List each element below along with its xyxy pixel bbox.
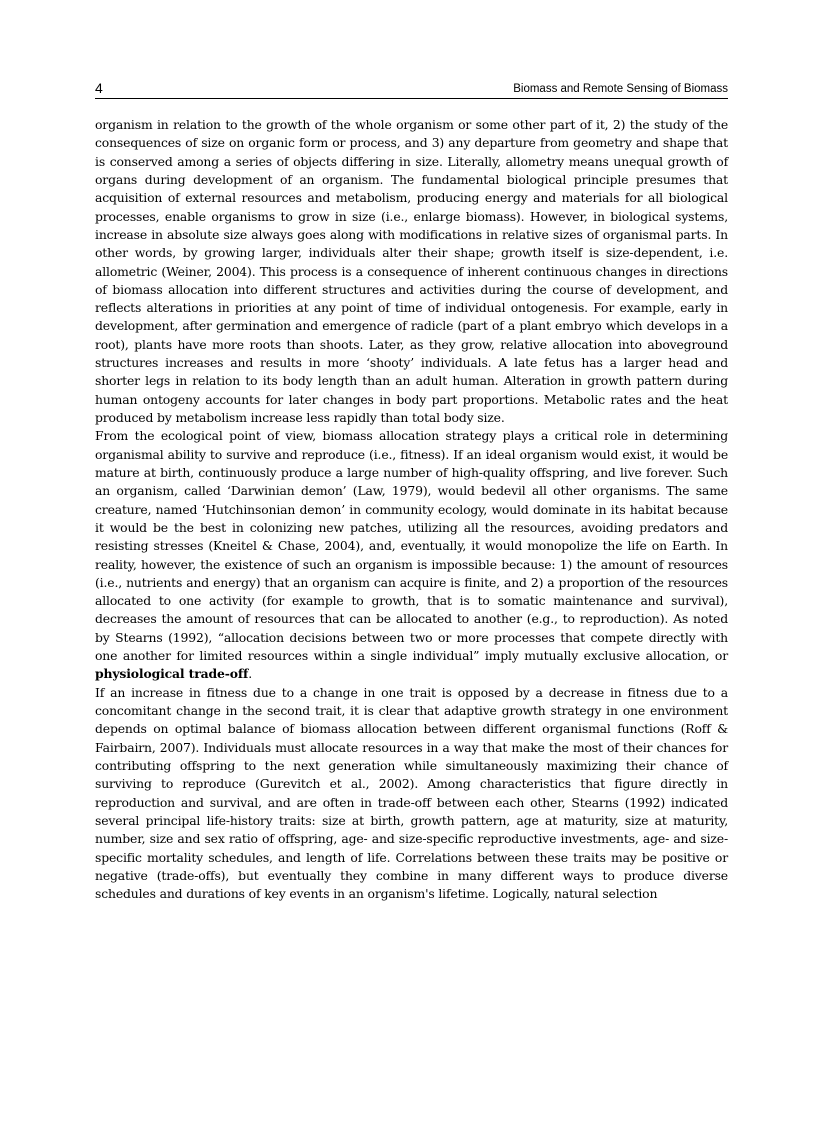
paragraph-3: If an increase in fitness due to a change in one trait is opposed by a decrease in fitness due to a concomitant change in the second trait, it is clear that adaptive growth strategy in one environment depends on optimal balance of biomass allocation between different organismal functions (Roff & Fairbairn, 2007). Individuals must allocate resources in a way that make the most of their chances for contributing offspring to the next generation while simultaneously maximizing their chance of surviving to reproduce (Gurevitch et al., 2002). Among characteristics that figure directly in reproduction and survival, and are often in trade-off between each other, Stearns (1992) indicated several principal life-history traits: size at birth, growth pattern, age at maturity, size at maturity, number, size and sex ratio of offspring, age- and size-specific reproductive investments, age- and size-specific mortality schedules, and length of life. Correlations between these traits may be positive or negative (trade-offs), but eventually they combine in many different ways to produce diverse schedules and durations of key events in an organism's lifetime. Logically, natural selection	[95, 684, 728, 902]
paragraph-2	[95, 427, 728, 683]
page-number: 4	[95, 80, 103, 96]
paragraph-1: organism in relation to the growth of the whole organism or some other part of it, 2) the study of the consequences of size on organic form or process, and 3) any departure from geometry and shape that is conserved among a series of objects differing in size. Literally, allometry means unequal growth of organs during development of an organism. The fundamental biological principle presumes that acquisition of external resources and metabolism, producing energy and materials for all biological processes, enable organisms to grow in size (i.e., enlarge biomass). However, in biological systems, increase in absolute size always goes along with modifications in relative sizes of organismal parts. In other words, by growing larger, individuals alter their shape; growth itself is size-dependent, i.e. allometric (Weiner, 2004). This process is a consequence of inherent continuous changes in directions of biomass allocation into different structures and activities during the course of development, and reflects alterations in priorities at any point of time of individual ontogenesis. For example, early in development, after germination and emergence of radicle (part of a plant embryo which develops in a root), plants have more roots than shoots. Later, as they grow, relative allocation into aboveground structures increases and results in more ‘shooty’ individuals. A late fetus has a larger head and shorter legs in relation to its body length than an adult human. Alteration in growth pattern during human ontogeny accounts for later changes in body part proportions. Metabolic rates and the heat produced by metabolism increase less rapidly than total body size.	[95, 117, 728, 425]
page-header	[95, 80, 728, 99]
paragraph-2-text: From the ecological point of view, biomass allocation strategy plays a critical role in determining organismal ability to survive and reproduce (i.e., fitness). If an ideal organism would exist, it would be mature at birth, continuously produce a large number of high-quality offspring, and live forever. Such an organism, called ‘Darwinian demon’ (Law, 1979), would bedevil all other organisms. The same creature, named ‘Hutchinsonian demon’ in community ecology, would dominate in its habitat because it would be the best in colonizing new patches, utilizing all the resources, avoiding predators and resisting stresses (Kneitel & Chase, 2004), and, eventually, it would monopolize the life on Earth. In reality, however, the existence of such an organism is impossible because: 1) the amount of resources (i.e., nutrients and energy) that an organism can acquire is finite, and 2) a proportion of the resources allocated to one activity (for example to growth, that is to somatic maintenance and survival), decreases the amount of resources that can be allocated to another (e.g., to reproduction). As noted by Stearns (1992), “allocation decisions between two or more processes that compete directly with one another for limited resources within a single individual” imply mutually exclusive allocation, or	[95, 428, 728, 664]
running-title: Biomass and Remote Sensing of Biomass	[513, 83, 728, 95]
term-physiological-trade-off: physiological trade-off	[95, 666, 249, 682]
body-text	[95, 116, 728, 903]
paragraph-2-tail: .	[248, 666, 252, 682]
